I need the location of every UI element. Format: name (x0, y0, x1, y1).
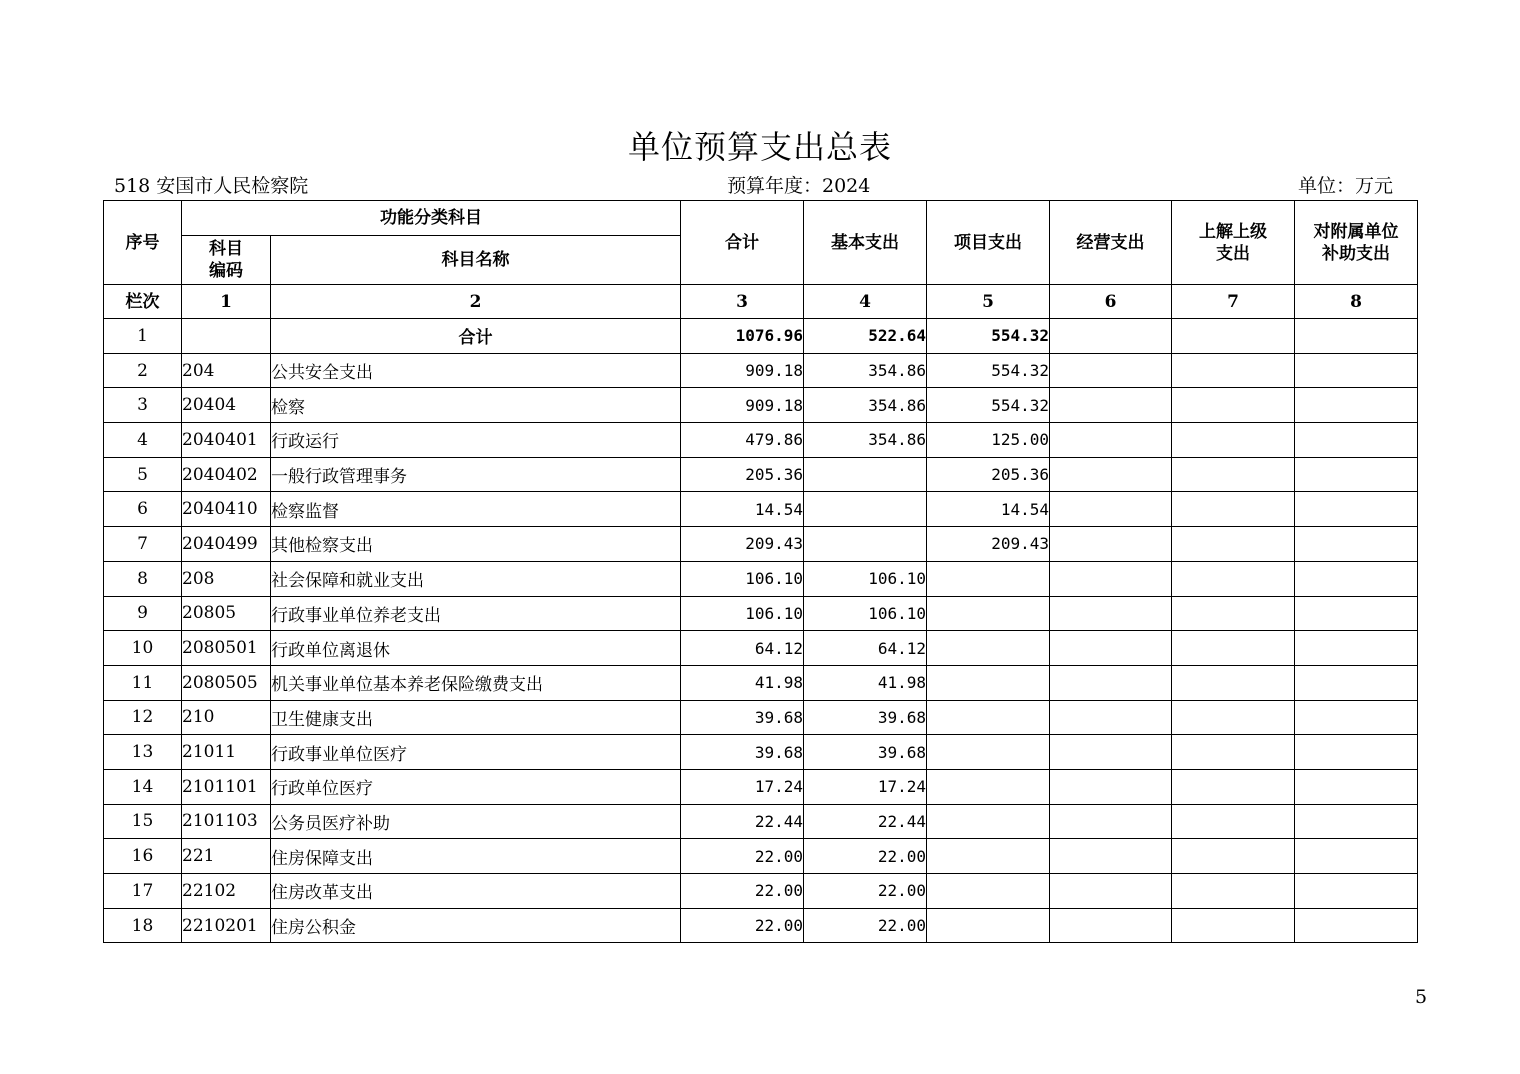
cell-project: 554.32 (927, 353, 1050, 388)
cell-basic: 41.98 (804, 665, 927, 700)
cell-subsidy (1295, 665, 1418, 700)
cell-seq: 17 (104, 874, 182, 909)
cell-name: 卫生健康支出 (271, 700, 681, 735)
cell-project (927, 769, 1050, 804)
cell-operating (1050, 700, 1172, 735)
header-subject-name: 科目名称 (271, 236, 681, 285)
table-row-total (104, 319, 1418, 354)
cell-seq: 13 (104, 735, 182, 770)
header-operating-expenditure: 经营支出 (1050, 201, 1172, 285)
column-index: 6 (1050, 285, 1172, 319)
column-index: 5 (927, 285, 1050, 319)
cell-operating (1050, 665, 1172, 700)
cell-operating (1050, 735, 1172, 770)
cell-upper (1172, 631, 1295, 666)
table-row (104, 665, 1418, 700)
cell-basic: 354.86 (804, 388, 927, 423)
table-row (104, 804, 1418, 839)
cell-subsidy (1295, 353, 1418, 388)
budget-expenditure-table (103, 200, 1418, 943)
cell-name: 一般行政管理事务 (271, 457, 681, 492)
cell-subsidy (1295, 769, 1418, 804)
cell-upper (1172, 665, 1295, 700)
cell-seq: 4 (104, 423, 182, 458)
cell-project: 554.32 (927, 319, 1050, 354)
cell-basic: 354.86 (804, 423, 927, 458)
cell-subsidy (1295, 596, 1418, 631)
cell-seq: 8 (104, 561, 182, 596)
cell-name: 行政事业单位医疗 (271, 735, 681, 770)
cell-subsidy (1295, 423, 1418, 458)
cell-code: 22102 (182, 874, 271, 909)
cell-total: 106.10 (681, 596, 804, 631)
table-row (104, 423, 1418, 458)
cell-basic: 522.64 (804, 319, 927, 354)
cell-basic: 22.00 (804, 839, 927, 874)
cell-name: 住房公积金 (271, 908, 681, 943)
cell-basic: 64.12 (804, 631, 927, 666)
cell-project: 205.36 (927, 457, 1050, 492)
cell-seq: 1 (104, 319, 182, 354)
cell-operating (1050, 423, 1172, 458)
cell-seq: 10 (104, 631, 182, 666)
cell-name: 公共安全支出 (271, 353, 681, 388)
header-function-classification: 功能分类科目 (182, 201, 681, 236)
cell-basic (804, 492, 927, 527)
cell-seq: 7 (104, 527, 182, 562)
table-row (104, 527, 1418, 562)
cell-subsidy (1295, 839, 1418, 874)
column-index: 4 (804, 285, 927, 319)
cell-upper (1172, 353, 1295, 388)
cell-project (927, 700, 1050, 735)
cell-subsidy (1295, 561, 1418, 596)
cell-upper (1172, 561, 1295, 596)
header-basic-expenditure: 基本支出 (804, 201, 927, 285)
cell-seq: 18 (104, 908, 182, 943)
cell-code: 2080505 (182, 665, 271, 700)
cell-upper (1172, 735, 1295, 770)
cell-upper (1172, 839, 1295, 874)
table-row (104, 735, 1418, 770)
cell-project (927, 735, 1050, 770)
cell-project: 14.54 (927, 492, 1050, 527)
cell-upper (1172, 319, 1295, 354)
cell-operating (1050, 561, 1172, 596)
cell-operating (1050, 804, 1172, 839)
cell-basic: 106.10 (804, 596, 927, 631)
cell-code (182, 319, 271, 354)
cell-seq: 15 (104, 804, 182, 839)
cell-code: 2040402 (182, 457, 271, 492)
cell-total: 205.36 (681, 457, 804, 492)
cell-project (927, 631, 1050, 666)
cell-code: 2040401 (182, 423, 271, 458)
cell-project (927, 665, 1050, 700)
cell-upper (1172, 700, 1295, 735)
cell-code: 208 (182, 561, 271, 596)
cell-name: 其他检察支出 (271, 527, 681, 562)
cell-code: 2101101 (182, 769, 271, 804)
cell-seq: 16 (104, 839, 182, 874)
cell-basic (804, 527, 927, 562)
cell-total: 14.54 (681, 492, 804, 527)
table-row (104, 561, 1418, 596)
cell-name: 机关事业单位基本养老保险缴费支出 (271, 665, 681, 700)
cell-operating (1050, 319, 1172, 354)
cell-code: 21011 (182, 735, 271, 770)
cell-total: 39.68 (681, 700, 804, 735)
cell-code: 2040499 (182, 527, 271, 562)
table-row (104, 908, 1418, 943)
cell-upper (1172, 874, 1295, 909)
cell-upper (1172, 423, 1295, 458)
cell-seq: 3 (104, 388, 182, 423)
column-index: 8 (1295, 285, 1418, 319)
cell-total: 64.12 (681, 631, 804, 666)
cell-basic: 354.86 (804, 353, 927, 388)
cell-upper (1172, 769, 1295, 804)
cell-project: 209.43 (927, 527, 1050, 562)
cell-name: 行政运行 (271, 423, 681, 458)
cell-total: 106.10 (681, 561, 804, 596)
cell-upper (1172, 908, 1295, 943)
cell-subsidy (1295, 804, 1418, 839)
cell-upper (1172, 804, 1295, 839)
cell-subsidy (1295, 319, 1418, 354)
cell-code: 2080501 (182, 631, 271, 666)
cell-total: 41.98 (681, 665, 804, 700)
cell-total: 209.43 (681, 527, 804, 562)
column-index: 2 (271, 285, 681, 319)
cell-seq: 5 (104, 457, 182, 492)
cell-operating (1050, 874, 1172, 909)
cell-total: 22.00 (681, 839, 804, 874)
cell-upper (1172, 492, 1295, 527)
cell-subsidy (1295, 527, 1418, 562)
cell-basic: 106.10 (804, 561, 927, 596)
cell-code: 210 (182, 700, 271, 735)
cell-code: 221 (182, 839, 271, 874)
cell-total: 909.18 (681, 353, 804, 388)
cell-operating (1050, 353, 1172, 388)
cell-operating (1050, 839, 1172, 874)
cell-basic: 39.68 (804, 700, 927, 735)
table-row (104, 874, 1418, 909)
header-project-expenditure: 项目支出 (927, 201, 1050, 285)
cell-upper (1172, 457, 1295, 492)
cell-upper (1172, 527, 1295, 562)
column-index: 1 (182, 285, 271, 319)
cell-code: 2210201 (182, 908, 271, 943)
column-index-label: 栏次 (104, 285, 182, 319)
column-index: 7 (1172, 285, 1295, 319)
header-subsidiary-subsidy: 对附属单位 补助支出 (1295, 201, 1418, 285)
cell-name: 合计 (271, 319, 681, 354)
cell-project (927, 839, 1050, 874)
cell-basic: 22.44 (804, 804, 927, 839)
table-row (104, 596, 1418, 631)
cell-subsidy (1295, 735, 1418, 770)
cell-basic: 22.00 (804, 874, 927, 909)
cell-name: 行政单位离退休 (271, 631, 681, 666)
cell-seq: 12 (104, 700, 182, 735)
cell-total: 909.18 (681, 388, 804, 423)
page-number: 5 (1415, 986, 1428, 1008)
cell-operating (1050, 527, 1172, 562)
cell-operating (1050, 908, 1172, 943)
header-upper-remittance: 上解上级 支出 (1172, 201, 1295, 285)
cell-name: 住房保障支出 (271, 839, 681, 874)
cell-basic (804, 457, 927, 492)
cell-project (927, 908, 1050, 943)
cell-total: 22.44 (681, 804, 804, 839)
cell-basic: 22.00 (804, 908, 927, 943)
unit-label: 单位：万元 (1298, 175, 1394, 197)
cell-name: 住房改革支出 (271, 874, 681, 909)
organization-label: 518 安国市人民检察院 (114, 175, 309, 197)
cell-operating (1050, 631, 1172, 666)
cell-operating (1050, 492, 1172, 527)
cell-total: 22.00 (681, 874, 804, 909)
cell-code: 204 (182, 353, 271, 388)
cell-code: 2101103 (182, 804, 271, 839)
cell-upper (1172, 596, 1295, 631)
budget-year-label: 预算年度：2024 (727, 175, 871, 197)
cell-subsidy (1295, 457, 1418, 492)
cell-seq: 6 (104, 492, 182, 527)
cell-total: 479.86 (681, 423, 804, 458)
cell-operating (1050, 596, 1172, 631)
cell-project (927, 874, 1050, 909)
table-row (104, 388, 1418, 423)
table-row (104, 769, 1418, 804)
cell-code: 20805 (182, 596, 271, 631)
cell-total: 1076.96 (681, 319, 804, 354)
cell-subsidy (1295, 631, 1418, 666)
cell-seq: 14 (104, 769, 182, 804)
cell-code: 2040410 (182, 492, 271, 527)
page-title: 单位预算支出总表 (627, 128, 892, 166)
cell-seq: 11 (104, 665, 182, 700)
cell-subsidy (1295, 388, 1418, 423)
cell-name: 行政事业单位养老支出 (271, 596, 681, 631)
cell-name: 行政单位医疗 (271, 769, 681, 804)
cell-subsidy (1295, 874, 1418, 909)
cell-name: 检察 (271, 388, 681, 423)
cell-subsidy (1295, 492, 1418, 527)
table-row (104, 839, 1418, 874)
cell-operating (1050, 769, 1172, 804)
table-row (104, 631, 1418, 666)
cell-project: 125.00 (927, 423, 1050, 458)
cell-operating (1050, 388, 1172, 423)
cell-project (927, 596, 1050, 631)
cell-subsidy (1295, 700, 1418, 735)
cell-basic: 39.68 (804, 735, 927, 770)
cell-seq: 2 (104, 353, 182, 388)
cell-name: 公务员医疗补助 (271, 804, 681, 839)
cell-upper (1172, 388, 1295, 423)
table-row (104, 353, 1418, 388)
table-row (104, 492, 1418, 527)
cell-project (927, 804, 1050, 839)
cell-operating (1050, 457, 1172, 492)
cell-name: 社会保障和就业支出 (271, 561, 681, 596)
column-index: 3 (681, 285, 804, 319)
cell-code: 20404 (182, 388, 271, 423)
cell-total: 22.00 (681, 908, 804, 943)
cell-total: 39.68 (681, 735, 804, 770)
cell-total: 17.24 (681, 769, 804, 804)
header-subject-code: 科目 编码 (182, 236, 271, 285)
header-total: 合计 (681, 201, 804, 285)
table-row (104, 700, 1418, 735)
header-seq: 序号 (104, 201, 182, 285)
cell-project (927, 561, 1050, 596)
cell-seq: 9 (104, 596, 182, 631)
cell-name: 检察监督 (271, 492, 681, 527)
cell-subsidy (1295, 908, 1418, 943)
cell-project: 554.32 (927, 388, 1050, 423)
table-row (104, 457, 1418, 492)
cell-basic: 17.24 (804, 769, 927, 804)
